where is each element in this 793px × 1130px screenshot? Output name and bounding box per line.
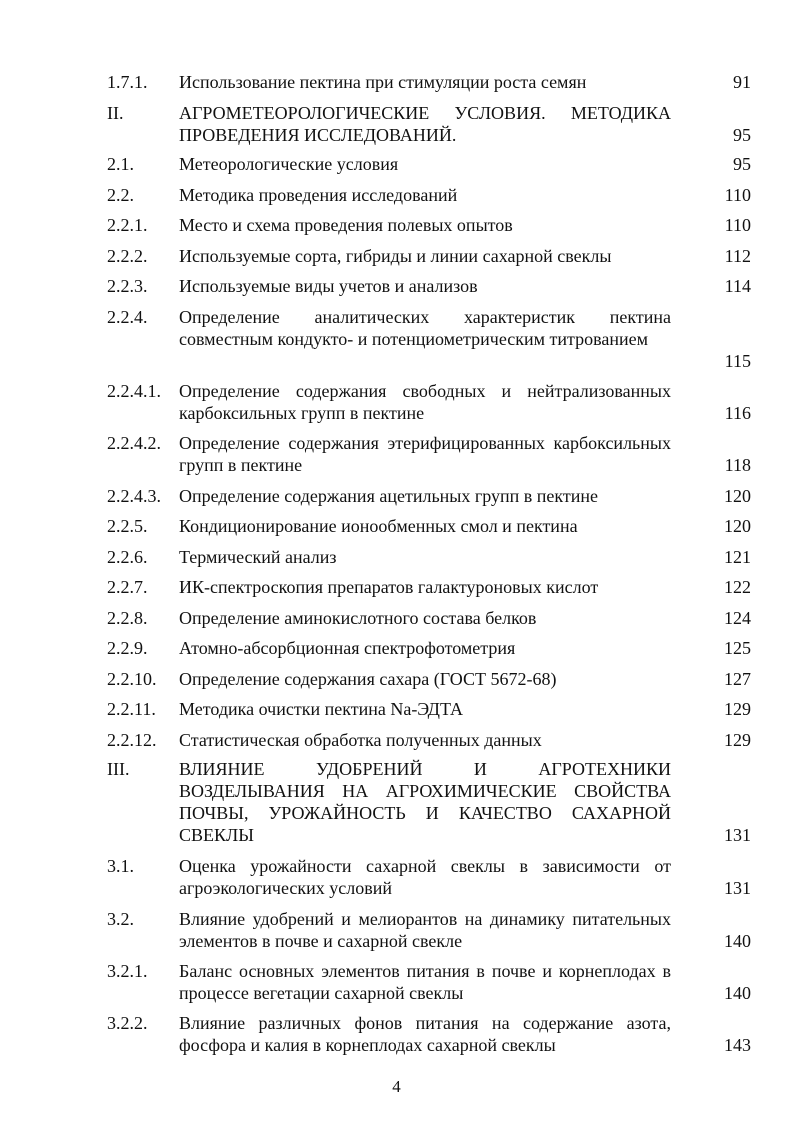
toc-number: 2.2.4.3. [107, 486, 161, 506]
toc-title: Статистическая обработка полученных данных [179, 730, 542, 750]
toc-page: 131 [724, 878, 751, 898]
toc-number: 2.2.1. [107, 215, 148, 235]
toc-number: 2.2.2. [107, 246, 148, 266]
toc-title: Термический анализ [179, 547, 337, 567]
toc-page: 140 [724, 931, 751, 951]
toc-page: 118 [724, 455, 751, 475]
toc-number: 1.7.1. [107, 72, 148, 92]
toc-page: 120 [724, 486, 751, 506]
toc-number: 2.2.11. [107, 699, 156, 719]
toc-number: 2.2.5. [107, 516, 148, 536]
toc-number: 2.2.8. [107, 608, 148, 628]
toc-number: 2.2.3. [107, 276, 148, 296]
toc-page: 110 [724, 185, 751, 205]
toc-title: Методика проведения исследований [179, 185, 458, 205]
toc-number: 2.2.9. [107, 638, 148, 658]
toc-title: ИК-спектроскопия препаратов галактуроновых кислот [179, 577, 599, 597]
toc-number: II. [107, 103, 124, 123]
toc-page: 129 [724, 730, 751, 750]
toc-page: 120 [724, 516, 751, 536]
toc-number: 2.2.7. [107, 577, 148, 597]
toc-number: 2.2.12. [107, 730, 157, 750]
toc-page: 95 [733, 154, 751, 174]
toc-title: Определение содержания свободных и нейтрализованных карбоксильных групп в пектине [179, 381, 671, 423]
toc-number: 3.2.2. [107, 1013, 148, 1033]
toc-number: 2.2.6. [107, 547, 148, 567]
toc-title: Использование пектина при стимуляции роста семян [179, 72, 587, 92]
toc-title: Атомно-абсорбционная спектрофотометрия [179, 638, 516, 658]
toc-page: 140 [724, 983, 751, 1003]
toc-title: Определение аналитических характеристик пектина совместным кондукто- и потенциометрическим титрованием [179, 307, 671, 349]
toc-page: 127 [724, 669, 751, 689]
toc-page: 124 [724, 608, 751, 628]
toc-page: 143 [724, 1035, 751, 1055]
toc-page: 131 [724, 825, 751, 845]
toc-number: III. [107, 759, 130, 779]
toc-title: Место и схема проведения полевых опытов [179, 215, 513, 235]
toc-number: 2.2.4.1. [107, 381, 161, 401]
toc-title: Используемые виды учетов и анализов [179, 276, 478, 296]
toc-page: 115 [724, 351, 751, 371]
toc-title: ВЛИЯНИЕ УДОБРЕНИЙ И АГРОТЕХНИКИ ВОЗДЕЛЫВАНИЯ НА АГРОХИМИЧЕСКИЕ СВОЙСТВА ПОЧВЫ, УРОЖАЙНОСТЬ И КАЧЕСТВО САХАРНОЙ СВЕКЛЫ [179, 759, 671, 845]
toc-title: Влияние удобрений и мелиорантов на динамику питательных элементов в почве и сахарной свекле [179, 909, 671, 951]
toc-title: АГРОМЕТЕОРОЛОГИЧЕСКИЕ УСЛОВИЯ. МЕТОДИКА ПРОВЕДЕНИЯ ИССЛЕДОВАНИЙ. [179, 103, 671, 145]
toc-page: 114 [724, 276, 751, 296]
toc-title: Кондиционирование ионообменных смол и пектина [179, 516, 578, 536]
toc-number: 3.2. [107, 909, 134, 929]
page-number: 4 [392, 1077, 401, 1096]
toc-title: Влияние различных фонов питания на содержание азота, фосфора и калия в корнеплодах сахарной свеклы [179, 1013, 671, 1055]
toc-title: Оценка урожайности сахарной свеклы в зависимости от агроэкологических условий [179, 856, 671, 898]
toc-number: 3.1. [107, 856, 134, 876]
toc-page: 121 [724, 547, 751, 567]
toc-number: 2.2. [107, 185, 134, 205]
toc-title: Методика очистки пектина Na-ЭДТА [179, 699, 464, 719]
toc-title: Определение содержания сахара (ГОСТ 5672-68) [179, 669, 557, 689]
toc-page: 129 [724, 699, 751, 719]
toc-page: 125 [724, 638, 751, 658]
toc-title: Определение аминокислотного состава белков [179, 608, 537, 628]
toc-page: 112 [724, 246, 751, 266]
toc-title: Определение содержания этерифицированных карбоксильных групп в пектине [179, 433, 671, 475]
toc-title: Метеорологические условия [179, 154, 399, 174]
toc-title: Баланс основных элементов питания в почве и корнеплодах в процессе вегетации сахарной свеклы [179, 961, 671, 1003]
toc-title: Определение содержания ацетильных групп в пектине [179, 486, 599, 506]
toc-page: 116 [724, 403, 751, 423]
toc-number: 2.2.4.2. [107, 433, 161, 453]
toc-page: 91 [733, 72, 751, 92]
toc-page: 95 [733, 125, 751, 145]
toc-number: 3.2.1. [107, 961, 148, 981]
toc-title: Используемые сорта, гибриды и линии сахарной свеклы [179, 246, 612, 266]
toc-page: 110 [724, 215, 751, 235]
toc-page: 122 [724, 577, 751, 597]
toc-number: 2.2.4. [107, 307, 148, 327]
toc-number: 2.1. [107, 154, 134, 174]
toc-number: 2.2.10. [107, 669, 157, 689]
